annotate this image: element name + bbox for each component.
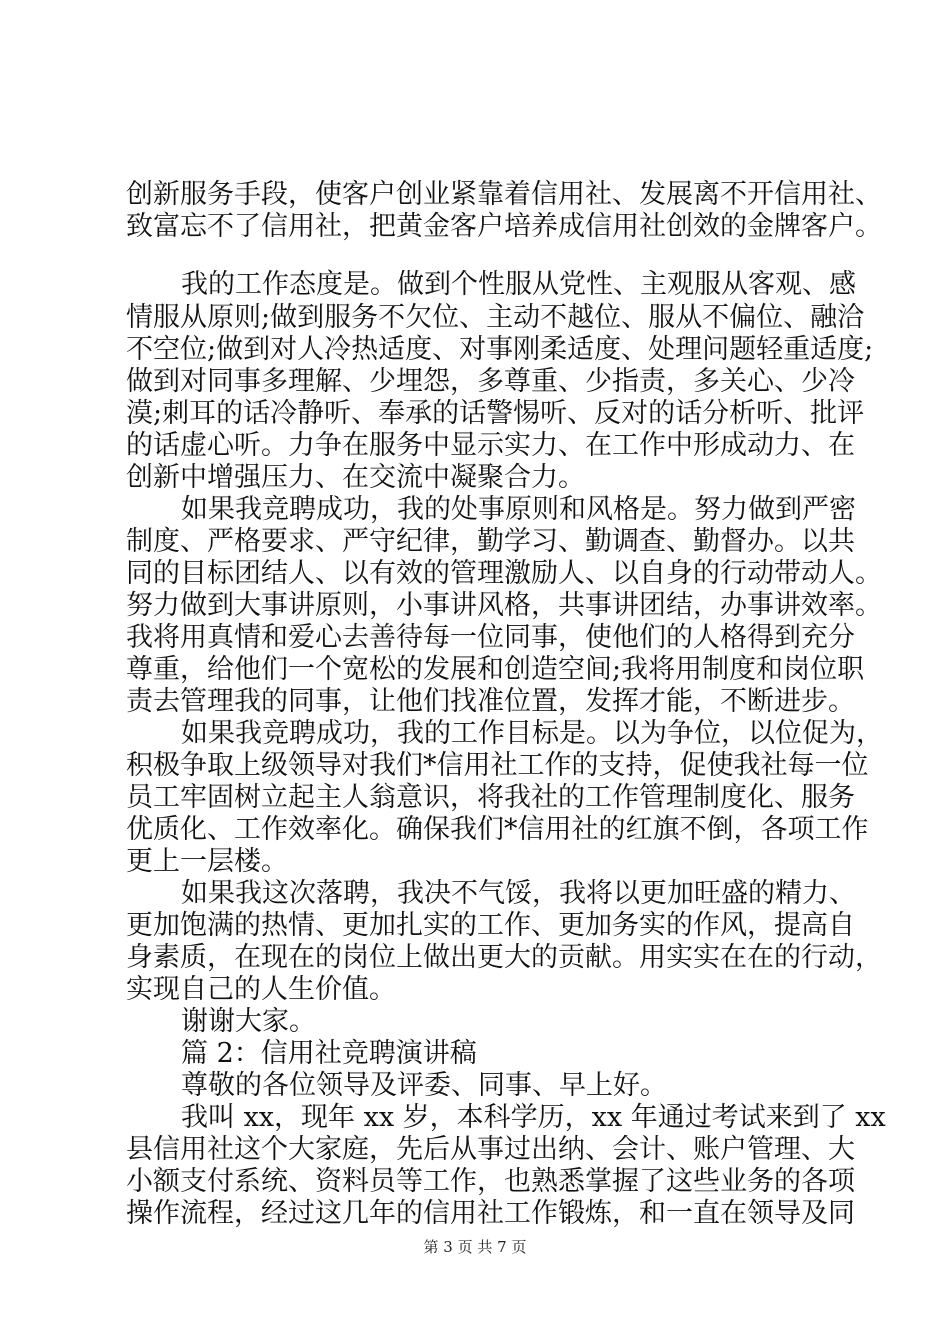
page-number-footer: 第 3 页 共 7 页: [423, 1238, 527, 1256]
text-line: 创新中增强压力、在交流中凝聚合力。: [126, 462, 585, 493]
text-line: 操作流程，经过这几年的信用社工作锻炼，和一直在领导及同: [126, 1198, 855, 1229]
text-line: 尊重，给他们一个宽松的发展和创造空间;我将用制度和岗位职: [126, 654, 865, 685]
text-line: 尊敬的各位领导及评委、同事、早上好。: [181, 1070, 667, 1101]
text-line: 做到对同事多理解、少埋怨，多尊重、少指责，多关心、少冷: [126, 366, 855, 397]
text-line: 积极争取上级领导对我们*信用社工作的支持，促使我社每一位: [126, 750, 869, 781]
text-line: 创新服务手段，使客户创业紧靠着信用社、发展离不开信用社、: [126, 179, 882, 210]
text-line: 员工牢固树立起主人翁意识，将我社的工作管理制度化、服务: [126, 782, 855, 813]
text-line: 如果我竞聘成功，我的处事原则和风格是。努力做到严密: [181, 494, 856, 525]
text-line: 小额支付系统、资料员等工作，也熟悉掌握了这些业务的各项: [126, 1166, 855, 1197]
text-line: 如果我竞聘成功，我的工作目标是。以为争位，以位促为，: [181, 718, 883, 749]
text-line: 我叫 xx，现年 xx 岁，本科学历，xx 年通过考试来到了 xx: [181, 1102, 886, 1133]
text-line: 优质化、工作效率化。确保我们*信用社的红旗不倒，各项工作: [126, 814, 869, 845]
text-line: 漠;刺耳的话冷静听、奉承的话警惕听、反对的话分析听、批评: [126, 398, 865, 429]
text-line: 身素质，在现在的岗位上做出更大的贡献。用实实在在的行动，: [126, 942, 882, 973]
text-line: 的话虚心听。力争在服务中显示实力、在工作中形成动力、在: [126, 430, 855, 461]
text-line: 如果我这次落聘，我决不气馁，我将以更加旺盛的精力、: [181, 878, 856, 909]
text-line: 更上一层楼。: [126, 846, 288, 877]
text-line: 我将用真情和爱心去善待每一位同事，使他们的人格得到充分: [126, 622, 855, 653]
text-line: 县信用社这个大家庭，先后从事过出纳、会计、账户管理、大: [126, 1134, 855, 1165]
text-line: 致富忘不了信用社，把黄金客户培养成信用社创效的金牌客户。: [126, 211, 882, 242]
text-line: 更加饱满的热情、更加扎实的工作、更加务实的作风，提高自: [126, 910, 855, 941]
text-line: 情服从原则;做到服务不欠位、主动不越位、服从不偏位、融洽: [126, 302, 865, 333]
text-line: 责去管理我的同事，让他们找准位置，发挥才能，不断进步。: [126, 686, 855, 717]
text-line: 我的工作态度是。做到个性服从党性、主观服从客观、感: [181, 269, 856, 300]
text-line: 努力做到大事讲原则，小事讲风格，共事讲团结，办事讲效率。: [126, 590, 882, 621]
text-line: 同的目标团结人、以有效的管理激励人、以自身的行动带动人。: [126, 558, 882, 589]
text-line: 制度、严格要求、严守纪律，勤学习、勤调查、勤督办。以共: [126, 526, 855, 557]
section-heading: 篇 2：信用社竞聘演讲稿: [181, 1038, 477, 1069]
text-line: 谢谢大家。: [181, 1006, 316, 1037]
text-line: 不空位;做到对人冷热适度、对事刚柔适度、处理问题轻重适度;: [126, 334, 874, 365]
text-line: 实现自己的人生价值。: [126, 974, 396, 1005]
